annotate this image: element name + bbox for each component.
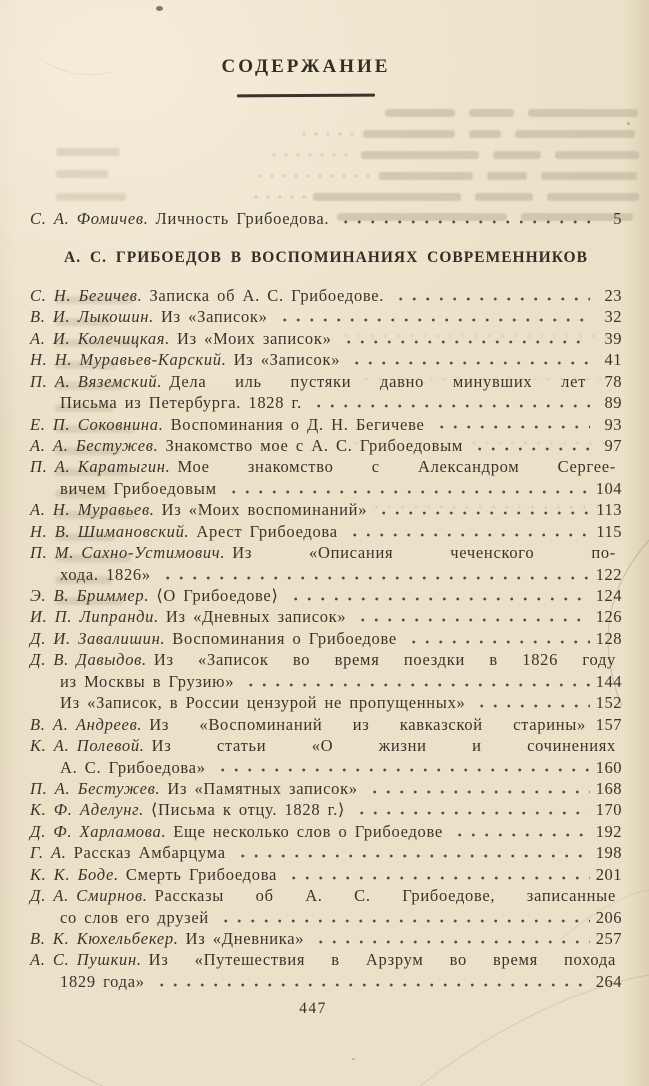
toc-entry-author: А. Н. Муравьев.	[30, 500, 155, 520]
toc-entry	[30, 585, 622, 606]
dot-leader	[155, 971, 590, 992]
toc-entry-title: Письма из Петербурга. 1828 г.	[60, 393, 302, 413]
section-heading: А. С. ГРИБОЕДОВ В ВОСПОМИНАНИЯХ СОВРЕМЕННИКОВ	[64, 249, 588, 267]
toc-entry	[30, 971, 622, 992]
toc-entry	[30, 949, 622, 970]
toc-entry	[30, 649, 622, 670]
dot-leader	[377, 499, 590, 520]
toc-entry-page: 198	[595, 843, 622, 863]
toc-entry-page: 78	[604, 371, 622, 391]
show-through-line	[298, 129, 640, 138]
paper-speck	[627, 122, 630, 125]
paper-speck	[352, 1058, 355, 1060]
toc-entry-author: К. Ф. Аделунг.	[30, 800, 144, 820]
dot-leader	[407, 628, 590, 649]
toc-entry-author: П. М. Сахно-Устимович.	[30, 543, 226, 563]
toc-entry-author: Н. Н. Муравьев-Карский.	[30, 350, 227, 370]
show-through-line	[268, 150, 640, 159]
toc-entry-title: вичем Грибоедовым	[60, 478, 217, 498]
toc-entry-title: Личность Грибоедова.	[155, 209, 330, 228]
toc-entry	[30, 821, 622, 842]
toc-entry-title: со слов его друзей	[60, 907, 209, 927]
toc-entry	[30, 208, 622, 229]
toc-entry-page: 170	[595, 800, 622, 820]
toc-entry-title: Из «Моих записок»	[177, 328, 332, 348]
toc-entry-title: Из «Описания чеченского по-	[232, 543, 616, 563]
toc-entry-title: Дела иль пустяки давно минувших лет	[169, 371, 586, 391]
toc-entry	[30, 671, 622, 692]
toc-entry-title: Знакомство мое с А. С. Грибоедовым	[165, 435, 464, 455]
toc-list	[30, 208, 622, 992]
dot-leader	[227, 478, 590, 499]
dot-leader	[219, 907, 590, 928]
toc-entry-page: 124	[595, 586, 622, 606]
toc-entry-title: Еще несколько слов о Грибоедове	[173, 821, 443, 841]
toc-entry-author: В. И. Лыкошин.	[30, 307, 154, 327]
toc-entry	[30, 864, 622, 885]
toc-pre-section	[30, 208, 622, 229]
toc-entry-title: Из «Путешествия в Арзрум во время похода	[148, 950, 616, 970]
dot-leader	[342, 328, 590, 349]
toc-entry	[30, 564, 622, 585]
toc-entry-title: Из «Записок во время поездки в 1826 году	[153, 650, 616, 670]
dot-leader	[278, 306, 590, 327]
toc-entry-author: А. С. Пушкин.	[30, 950, 142, 970]
toc-entry-title: Из «Записок»	[233, 350, 341, 370]
toc-entry-author: И. П. Липранди.	[30, 607, 159, 627]
dot-leader	[453, 821, 590, 842]
toc-entry-title: Из «Записок»	[161, 307, 268, 327]
toc-entry-title: Из «Воспоминаний из кавказской старины»	[149, 714, 586, 734]
toc-entry-title: из Москвы в Грузию»	[60, 671, 235, 691]
toc-entry-author: С. А. Фомичев.	[30, 209, 149, 228]
toc-entry-page: 128	[595, 628, 622, 648]
toc-entry	[30, 692, 622, 713]
toc-entry	[30, 735, 622, 756]
show-through-blob	[56, 148, 120, 156]
toc-entry	[30, 499, 622, 520]
toc-entry-author: С. Н. Бегичев.	[30, 285, 143, 305]
toc-entry-author: П. А. Вяземский.	[30, 371, 163, 391]
toc-entry-page: 97	[604, 435, 622, 455]
toc-entry-author: Д. Ф. Харламова.	[30, 821, 167, 841]
dot-leader	[236, 842, 590, 863]
toc-entry-title: 1829 года»	[60, 971, 145, 991]
toc-entry	[30, 349, 622, 370]
toc-entry-title: Из «Моих воспоминаний»	[161, 500, 368, 520]
toc-entry-page: 201	[595, 864, 622, 884]
toc-entry-author: К. К. Боде.	[30, 864, 119, 884]
toc-entry	[30, 456, 622, 477]
dot-leader	[435, 414, 591, 435]
show-through-line	[254, 171, 640, 180]
toc-entry-author: П. А. Бестужев.	[30, 778, 161, 798]
toc-entry-author: Е. П. Соковнина.	[30, 414, 164, 434]
toc-entry	[30, 328, 622, 349]
toc-entry-title: Рассказ Амбарцума	[73, 843, 226, 863]
toc-entry	[30, 714, 622, 735]
show-through-line	[378, 108, 640, 117]
toc-entry-author: Д. А. Смирнов.	[30, 886, 148, 906]
toc-entry-title: Из статьи «О жизни и сочинениях	[151, 736, 616, 756]
dot-leader	[475, 692, 590, 713]
paper-speck	[156, 6, 163, 11]
toc-entry-title: Из «Записок, в России цензурой не пропущенных»	[60, 693, 466, 713]
toc-entry-author: В. К. Кюхельбекер.	[30, 929, 179, 949]
toc-entry	[30, 414, 622, 435]
toc-entry-title: Воспоминания о Грибоедове	[172, 628, 397, 648]
toc-entry-author: К. А. Полевой.	[30, 736, 145, 756]
toc-entry-page: 192	[595, 821, 622, 841]
dot-leader	[616, 649, 622, 670]
dot-leader	[314, 928, 590, 949]
toc-entry	[30, 628, 622, 649]
dot-leader	[350, 349, 590, 370]
toc-entry	[30, 778, 622, 799]
toc-entry	[30, 799, 622, 820]
toc-entry-page: 113	[596, 500, 622, 520]
toc-entry-author: Э. В. Бриммер.	[30, 586, 150, 606]
toc-entry-author: Н. В. Шимановский.	[30, 521, 190, 541]
toc-entry	[30, 907, 622, 928]
toc-entry-title: Из «Памятных записок»	[167, 778, 358, 798]
toc-entry	[30, 542, 622, 563]
dot-leader	[161, 564, 590, 585]
dot-leader	[339, 208, 590, 229]
toc-entry-page: 89	[604, 393, 622, 413]
toc-entry-author: А. И. Колечицкая.	[30, 328, 170, 348]
dot-leader	[394, 285, 590, 306]
toc-entry	[30, 757, 622, 778]
toc-entry-page: 160	[595, 757, 622, 777]
toc-entry-title: Смерть Грибоедова	[125, 864, 278, 884]
toc-entry-page: 206	[595, 907, 622, 927]
toc-entry	[30, 371, 622, 392]
dot-leader	[616, 949, 622, 970]
toc-entry-page: 264	[595, 971, 622, 991]
toc-entry	[30, 392, 622, 413]
toc-entry-title: Арест Грибоедова	[196, 521, 338, 541]
dot-leader	[355, 799, 590, 820]
toc-entry-page: 122	[595, 564, 622, 584]
dot-leader	[616, 885, 622, 906]
toc-entry	[30, 285, 622, 306]
toc-entry-author: В. А. Андреев.	[30, 714, 143, 734]
toc-entry-title: Из «Дневных записок»	[165, 607, 347, 627]
dot-leader	[287, 864, 590, 885]
toc-entry	[30, 521, 622, 542]
show-through-blob	[56, 170, 108, 178]
toc-entry-title: Записка об А. С. Грибоедове.	[149, 285, 385, 305]
toc-entry-author: П. А. Каратыгин.	[30, 457, 171, 477]
toc-entry-page: 152	[595, 693, 622, 713]
toc-entry-author: А. А. Бестужев.	[30, 435, 159, 455]
toc-entry-page: 39	[604, 328, 622, 348]
dot-leader	[244, 671, 590, 692]
toc-entry-title: А. С. Грибоедова»	[60, 757, 206, 777]
dot-leader	[216, 757, 590, 778]
dot-leader	[368, 778, 590, 799]
toc-entry-page: 32	[604, 307, 622, 327]
toc-entry-title: Рассказы об А. С. Грибоедове, записанные	[154, 886, 616, 906]
dot-leader	[616, 735, 622, 756]
toc-entry	[30, 435, 622, 456]
dot-leader	[616, 542, 622, 563]
toc-entry-author: Г. А.	[30, 843, 67, 863]
toc-entry-page: 144	[595, 671, 622, 691]
toc-entry-page: 115	[596, 521, 622, 541]
dot-leader	[289, 585, 590, 606]
toc-section-entries	[30, 285, 622, 992]
dot-leader	[312, 392, 590, 413]
toc-entry-page: 104	[595, 478, 622, 498]
toc-entry-page: 93	[604, 414, 622, 434]
page-number: 447	[299, 1000, 327, 1017]
toc-entry-page: 157	[595, 714, 622, 734]
toc-entry-title: ⟨О Грибоедове⟩	[156, 586, 279, 606]
toc-entry-title: Мое знакомство с Александром Сергее-	[177, 457, 616, 477]
toc-entry-title: Воспоминания о Д. Н. Бегичеве	[170, 414, 425, 434]
page-title: СОДЕРЖАНИЕ	[221, 56, 391, 77]
toc-entry-title: ⟨Письма к отцу. 1828 г.⟩	[150, 800, 346, 820]
toc-entry	[30, 885, 622, 906]
toc-entry-author: Д. И. Завалишин.	[30, 628, 166, 648]
dot-leader	[473, 435, 590, 456]
show-through-blob	[56, 193, 126, 201]
toc-entry	[30, 842, 622, 863]
toc-entry-title: хода. 1826»	[60, 564, 151, 584]
toc-entry-page: 5	[613, 209, 622, 228]
dot-leader	[616, 456, 622, 477]
toc-entry-page: 41	[604, 350, 622, 370]
toc-entry-page: 23	[604, 285, 622, 305]
toc-entry-title: Из «Дневника»	[185, 929, 305, 949]
toc-entry-page: 257	[595, 929, 622, 949]
toc-entry	[30, 928, 622, 949]
toc-entry-page: 126	[595, 607, 622, 627]
title-rule	[237, 94, 375, 97]
toc-entry	[30, 478, 622, 499]
toc-entry	[30, 306, 622, 327]
show-through-line	[250, 192, 640, 201]
dot-leader	[356, 606, 590, 627]
dot-leader	[348, 521, 590, 542]
toc-entry-page: 168	[595, 778, 622, 798]
toc-entry-author: Д. В. Давыдов.	[30, 650, 147, 670]
toc-entry	[30, 606, 622, 627]
